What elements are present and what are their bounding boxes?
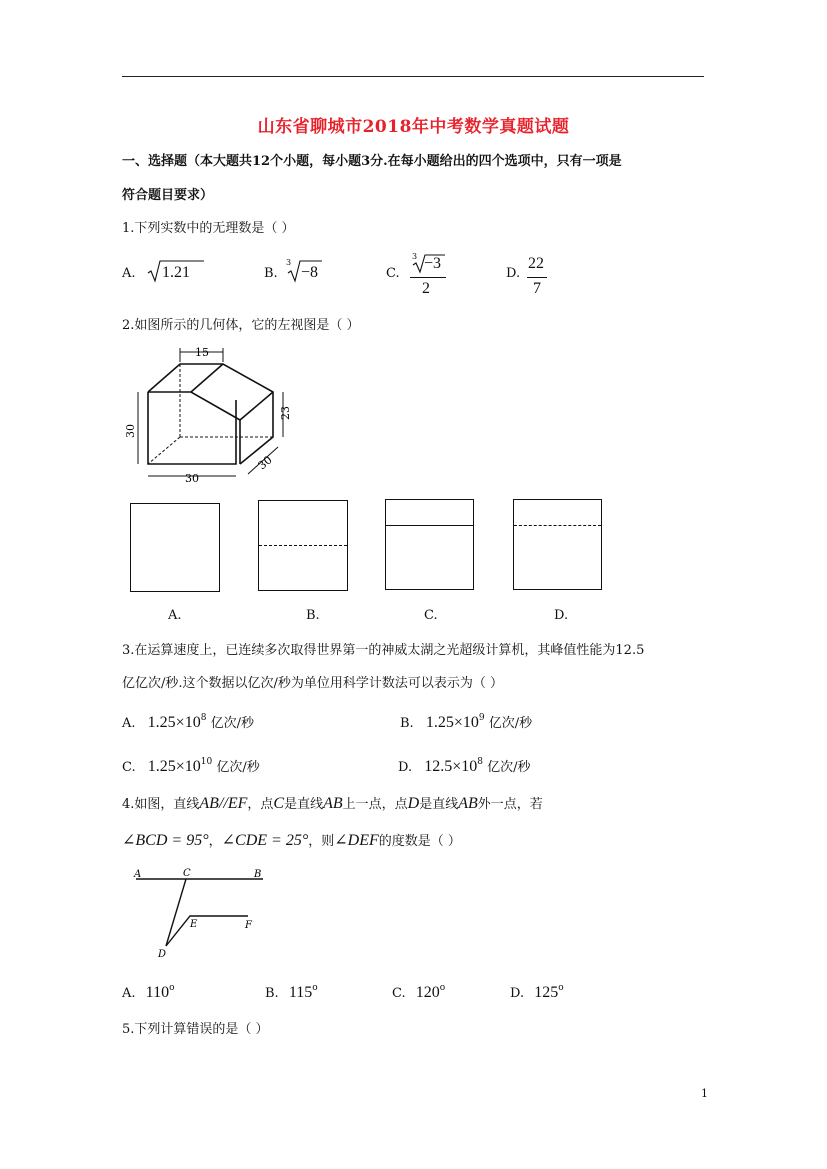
q2-option-c-label: C. bbox=[424, 608, 438, 623]
q4-option-c-value: 120 bbox=[415, 984, 440, 1001]
q3-option-b-coef: 1.25×10 bbox=[425, 714, 479, 731]
q2-option-b-label: B. bbox=[306, 608, 320, 623]
label-a: A bbox=[134, 869, 142, 880]
q1-option-b-label: B. bbox=[264, 266, 278, 281]
q4-stem-line1 bbox=[122, 793, 543, 813]
label-b: B bbox=[254, 869, 262, 880]
dim-bottom: 30 bbox=[185, 472, 199, 485]
section-heading-line1: 一、选择题（本大题共12个小题，每小题3分.在每小题给出的四个选项中，只有一项是 bbox=[122, 154, 622, 169]
q3-stem-line2: 亿亿次/秒.这个数据以亿次/秒为单位用科学计数法可以表示为（ ） bbox=[122, 676, 504, 691]
label-f: F bbox=[245, 920, 252, 931]
dim-left: 30 bbox=[124, 424, 137, 438]
q4-math-angle-bcd: ∠BCD = 95° bbox=[122, 832, 209, 849]
q3-option-c bbox=[122, 756, 260, 776]
q1-option-c-denominator: 2 bbox=[422, 280, 430, 297]
q4-option-d bbox=[510, 983, 564, 1002]
q1-option-c-index: 3 bbox=[412, 252, 418, 261]
fraction-bar bbox=[410, 277, 446, 278]
q1-option-d-denominator: 7 bbox=[533, 280, 541, 297]
q4-stem-line2 bbox=[122, 830, 461, 850]
q1-option-c-label: C. bbox=[386, 266, 400, 281]
q4-option-a bbox=[122, 983, 175, 1002]
q4-text: ，点 bbox=[247, 797, 274, 812]
label-e: E bbox=[190, 919, 198, 930]
q4-math-point-c: C bbox=[273, 795, 285, 812]
degree-symbol: o bbox=[312, 983, 318, 993]
q1-option-d-label: D. bbox=[506, 266, 521, 281]
q3-option-c-coef: 1.25×10 bbox=[147, 758, 201, 775]
q4-text: ，则 bbox=[308, 834, 335, 849]
q3-option-c-exp: 10 bbox=[200, 757, 213, 767]
q4-math-angle-def: ∠DEF bbox=[334, 832, 379, 849]
q5-stem: 5.下列计算错误的是（ ） bbox=[122, 1022, 269, 1037]
q3-stem-line1: 3.在运算速度上，已连续多次取得世界第一的神威太湖之光超级计算机，其峰值性能为12.5 bbox=[122, 643, 645, 658]
q1-option-c-radicand: −3 bbox=[424, 255, 442, 272]
q3-option-b-unit: 亿次/秒 bbox=[488, 716, 533, 731]
q4-text: ， bbox=[208, 834, 222, 849]
page-title: 山东省聊城市2018年中考数学真题试题 bbox=[257, 117, 570, 137]
q3-option-d-coef: 12.5×10 bbox=[424, 758, 478, 775]
q3-option-c-unit: 亿次/秒 bbox=[216, 760, 260, 775]
q3-option-b-label: B. bbox=[400, 716, 414, 731]
degree-symbol: o bbox=[558, 983, 564, 993]
q1-option-b-index: 3 bbox=[286, 258, 292, 267]
q4-figure bbox=[128, 866, 268, 961]
q2-solid-figure bbox=[124, 342, 293, 487]
q1-option-a-label: A. bbox=[122, 266, 136, 281]
q4-option-b-label: B. bbox=[265, 986, 279, 1001]
q4-option-c bbox=[392, 983, 445, 1002]
q1-option-a-radicand: 1.21 bbox=[162, 264, 190, 281]
q3-option-a bbox=[122, 712, 254, 732]
q4-text: 是直线 bbox=[284, 797, 324, 812]
q4-option-d-value: 125 bbox=[534, 984, 559, 1001]
q3-option-d bbox=[398, 756, 531, 776]
hidden-edge-line bbox=[514, 525, 601, 526]
q4-text: 上一点，点 bbox=[342, 797, 408, 812]
q4-text: 外一点，若 bbox=[477, 797, 543, 812]
q4-text: 的度数是（ ） bbox=[378, 834, 461, 849]
q4-math-point-d: D bbox=[407, 795, 420, 812]
q1-option-d-numerator: 22 bbox=[528, 255, 544, 272]
q4-math-parallel: AB//EF bbox=[199, 795, 248, 812]
label-c: C bbox=[183, 868, 191, 879]
q2-stem: 2.如图所示的几何体，它的左视图是（ ） bbox=[122, 318, 360, 333]
section-heading-line2: 符合题目要求） bbox=[122, 188, 214, 203]
q2-view-c bbox=[385, 499, 474, 590]
q3-option-b bbox=[400, 712, 532, 732]
q4-text: 4.如图，直线 bbox=[122, 797, 200, 812]
q4-option-a-value: 110 bbox=[145, 984, 170, 1001]
q1-option-b-radicand: −8 bbox=[301, 264, 319, 281]
q2-view-a bbox=[130, 503, 220, 592]
q2-option-a-label: A. bbox=[168, 608, 182, 623]
q3-option-b-exp: 9 bbox=[478, 713, 485, 723]
q4-math-line-ab: AB bbox=[323, 795, 343, 812]
degree-symbol: o bbox=[439, 983, 446, 993]
dim-top: 15 bbox=[195, 346, 209, 359]
q4-option-a-label: A. bbox=[122, 986, 136, 1001]
q3-option-a-label: A. bbox=[122, 716, 136, 731]
q1-stem: 1.下列实数中的无理数是（ ） bbox=[122, 221, 295, 236]
q3-option-d-exp: 8 bbox=[477, 757, 483, 767]
q3-option-d-unit: 亿次/秒 bbox=[487, 760, 531, 775]
hidden-edge-line bbox=[259, 545, 347, 546]
q4-math-angle-cde: ∠CDE = 25° bbox=[221, 832, 309, 849]
degree-symbol: o bbox=[169, 983, 175, 993]
q4-text: 是直线 bbox=[419, 797, 459, 812]
q4-math-line-ab: AB bbox=[458, 795, 478, 812]
dim-right: 23 bbox=[279, 406, 292, 420]
q3-option-c-label: C. bbox=[122, 760, 136, 775]
q3-option-a-coef: 1.25×10 bbox=[147, 714, 201, 731]
q2-option-d-label: D. bbox=[554, 608, 569, 623]
visible-edge-line bbox=[386, 525, 473, 526]
q4-option-d-label: D. bbox=[510, 986, 525, 1001]
q4-option-c-label: C. bbox=[392, 986, 406, 1001]
q2-view-b bbox=[258, 500, 348, 591]
page-number: 1 bbox=[701, 1087, 708, 1100]
q4-option-b-value: 115 bbox=[288, 984, 313, 1001]
q3-option-a-unit: 亿次/秒 bbox=[210, 716, 254, 731]
fraction-bar bbox=[527, 277, 547, 278]
q3-option-d-label: D. bbox=[398, 760, 413, 775]
dim-depth: 30 bbox=[255, 453, 275, 473]
q4-option-b bbox=[265, 983, 318, 1002]
q3-option-a-exp: 8 bbox=[200, 713, 207, 723]
label-d: D bbox=[158, 949, 167, 960]
header-rule bbox=[122, 76, 704, 77]
q2-view-d bbox=[513, 499, 602, 590]
